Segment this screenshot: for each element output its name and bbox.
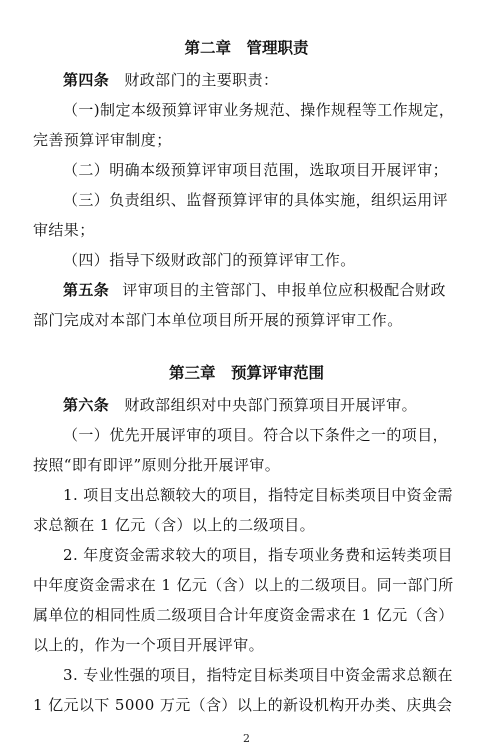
point-1-line-1: 1. 项目支出总额较大的项目，指特定目标类项目中资金需 (63, 486, 453, 504)
article-4-label: 第四条 (63, 71, 110, 89)
article-5-line-2: 部门完成对本部门本单位项目所开展的预算评审工作。 (33, 311, 403, 329)
article-5-paragraph (63, 280, 446, 300)
point-2-line-4: 以上的，作为一个项目开展评审。 (33, 636, 265, 654)
article-6-paragraph (63, 395, 417, 415)
article-5-line-1: 评审项目的主管部门、申报单位应积极配合财政 (122, 281, 446, 299)
duty-item-1-line-2: 完善预算评审制度； (33, 131, 172, 149)
article-5-label: 第五条 (63, 281, 110, 299)
article-6-text: 财政部组织对中央部门预算项目开展评审。 (124, 396, 417, 414)
point-2-line-1: 2. 年度资金需求较大的项目，指专项业务费和运转类项目 (63, 546, 453, 564)
chapter-3-heading: 第三章 预算评审范围 (168, 364, 324, 382)
duty-item-3-line-2: 审结果； (33, 221, 95, 239)
point-3-line-2: 1 亿元以下 5000 万元（含）以上的新设机构开办类、庆典会 (33, 696, 453, 714)
page-number: 2 (243, 732, 250, 745)
duty-item-4: （四）指导下级财政部门的预算评审工作。 (63, 251, 356, 269)
duty-item-2: （二）明确本级预算评审项目范围，选取项目开展评审； (63, 161, 449, 179)
point-2-line-2: 中年度资金需求在 1 亿元（含）以上的二级项目。同一部门所 (33, 576, 454, 594)
duty-item-3-line-1: （三）负责组织、监督预算评审的具体实施，组织运用评 (63, 191, 449, 209)
article-4-text: 财政部门的主要职责： (124, 71, 279, 89)
point-2-line-3: 属单位的相同性质二级项目合计年度资金需求在 1 亿元（含） (33, 606, 454, 624)
chapter-2-heading: 第二章 管理职责 (184, 39, 309, 57)
article-6-label: 第六条 (63, 396, 110, 414)
point-1-line-2: 求总额在 1 亿元（含）以上的二级项目。 (33, 516, 316, 534)
priority-item-line-1: （一）优先开展评审的项目。符合以下条件之一的项目， (63, 426, 449, 444)
point-3-line-1: 3. 专业性强的项目，指特定目标类项目中资金需求总额在 (63, 666, 453, 684)
priority-item-line-2: 按照“即有即评”原则分批开展评审。 (33, 456, 281, 474)
article-4-paragraph (63, 70, 278, 90)
duty-item-1-line-1: （一)制定本级预算评审业务规范、操作规程等工作规定， (63, 101, 455, 119)
